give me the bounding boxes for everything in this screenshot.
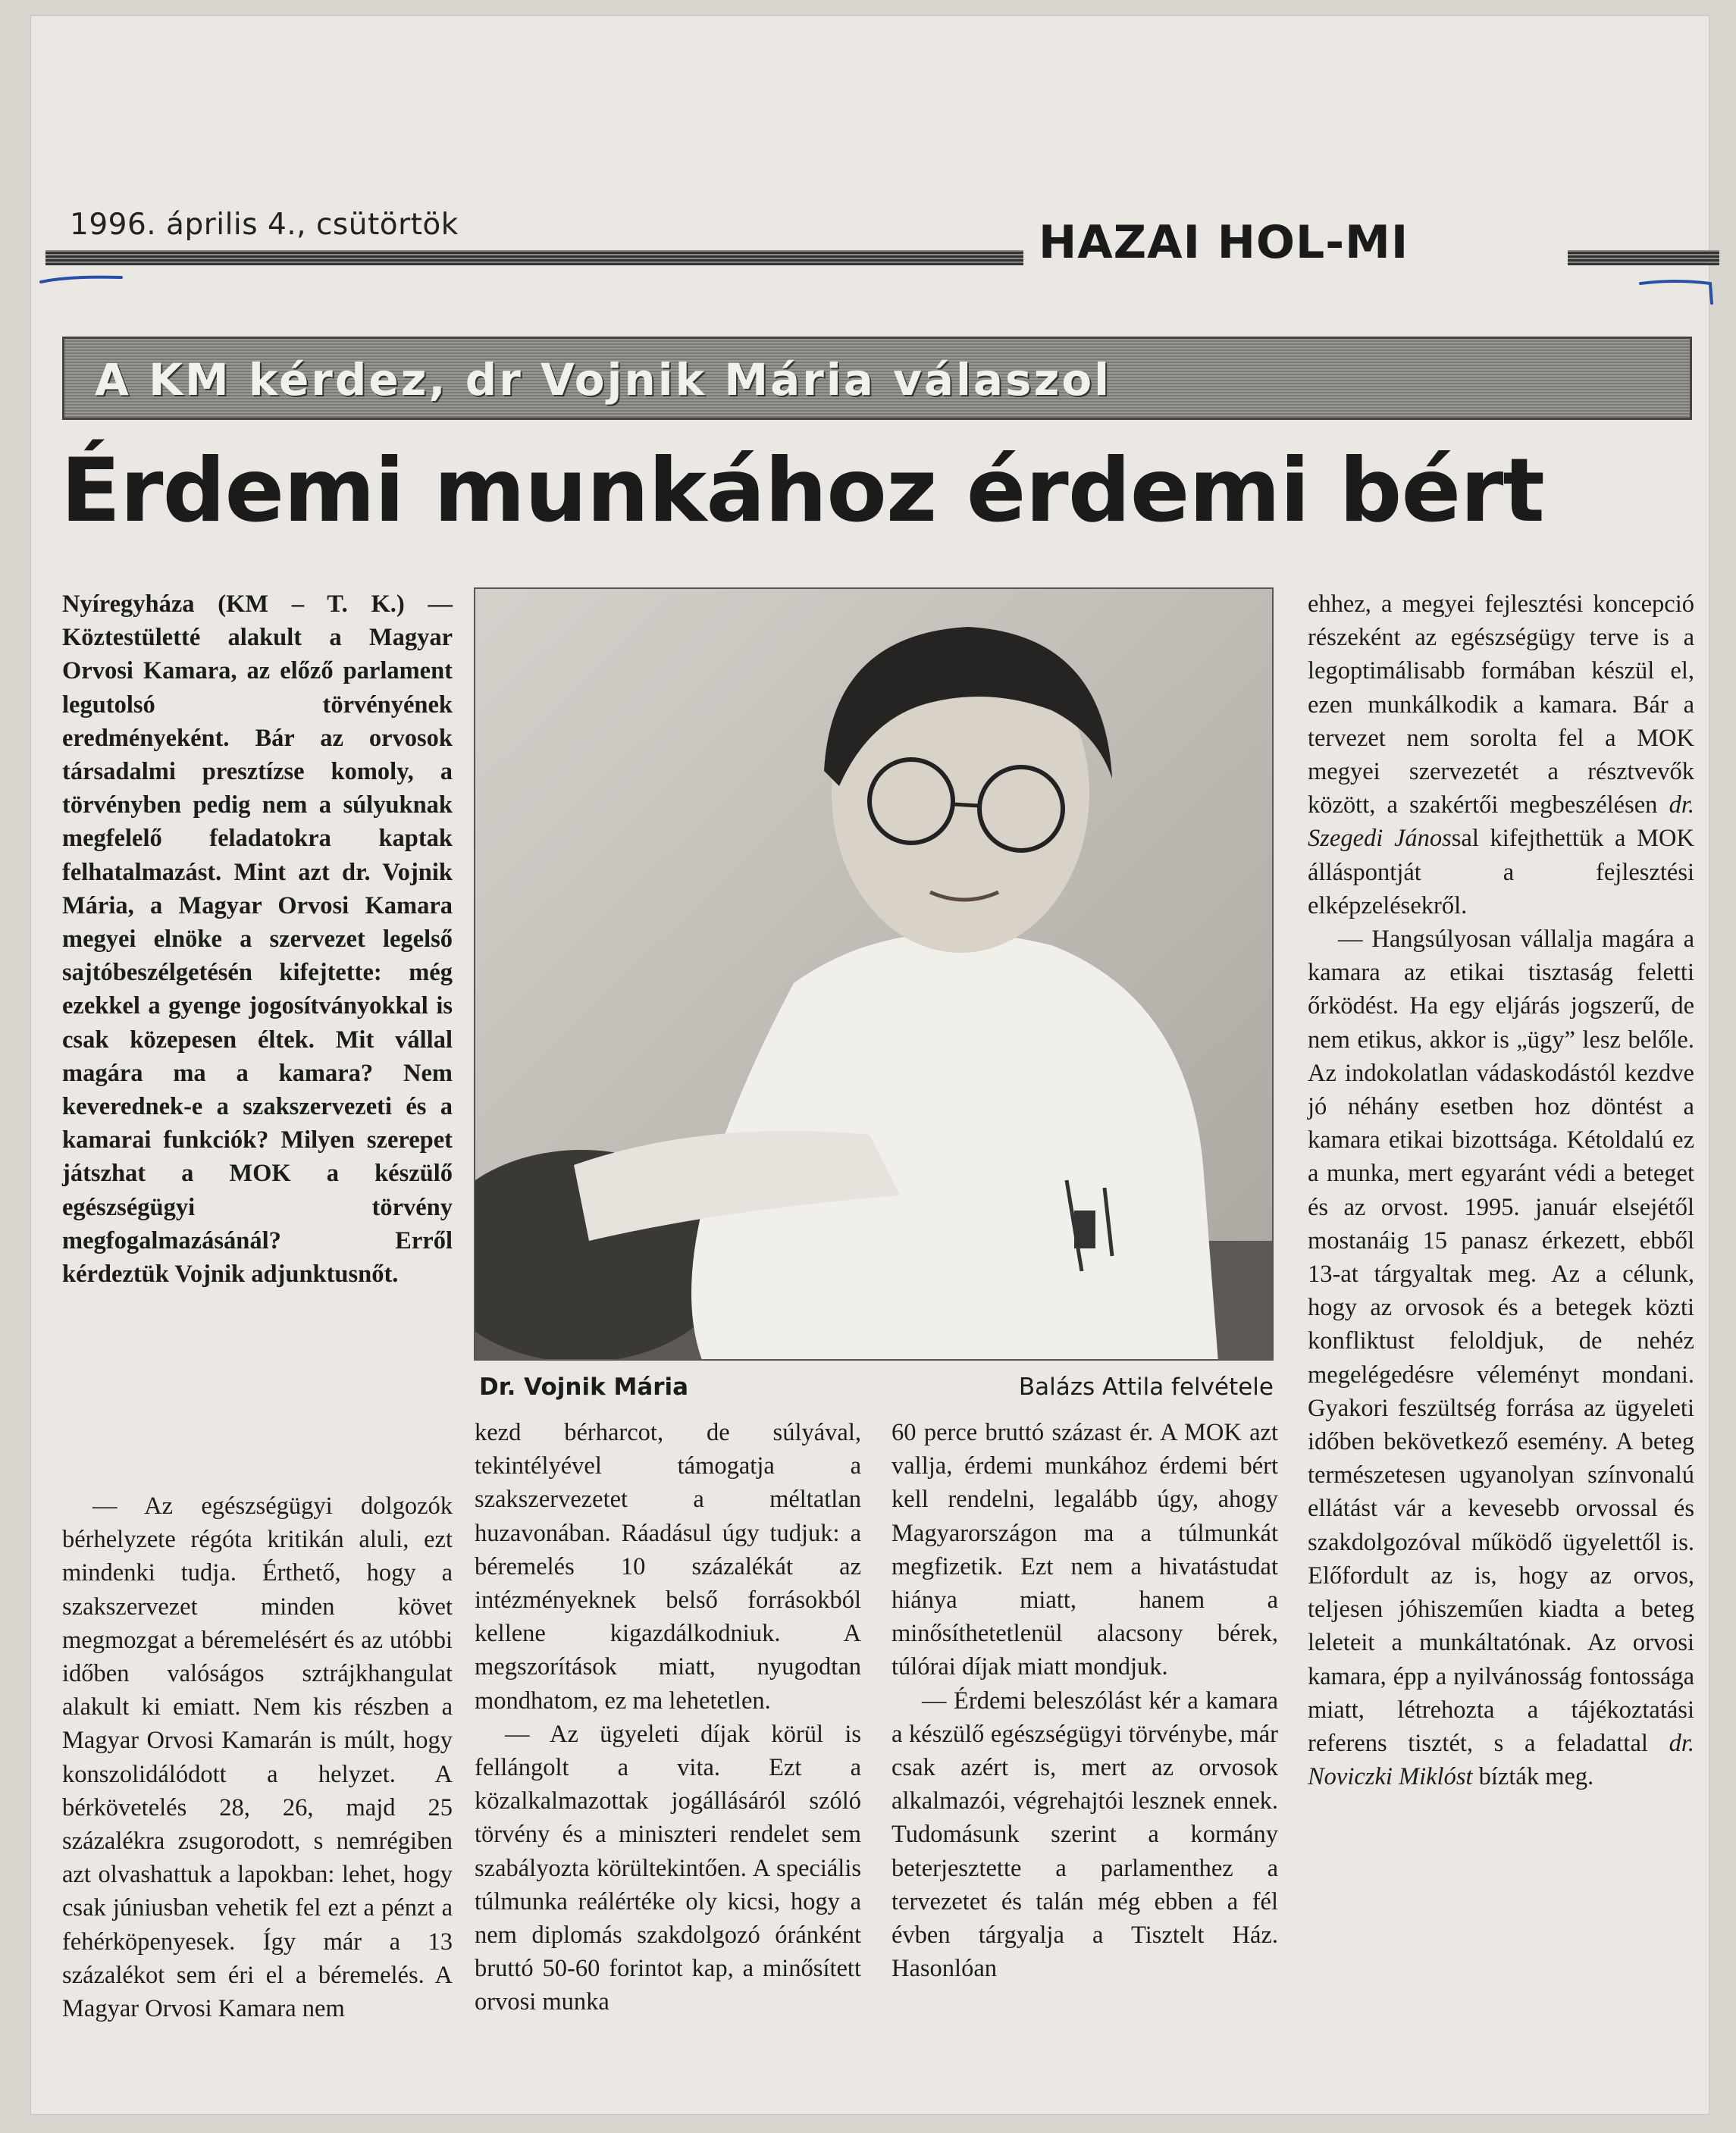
paragraph: 60 perce bruttó százast ér. A MOK azt vallja, érdemi munkához érdemi bért kell rendelni, legalább úgy, ahogy Magyarországon ma a túlmunkát megfizetik. Ezt nem a hivatástudat hiánya miatt, hanem a minősíthetetlenül alacsony bérek, túlórai díjak miatt mondjuk. (892, 1419, 1278, 1681)
column-3-body (892, 1416, 1278, 1985)
kicker-band (62, 337, 1692, 420)
text-run: ehhez, a megyei fejlesztési koncepció részeként az egészségügy terve is a legoptimálisabb formában készül el, ezen munkálkodik a kamara. Bár a tervezet nem sorolta fel a MOK megyei szervezetét a résztvevők között, a szakértői megbeszélésen (1308, 590, 1694, 819)
paragraph: — Az egészségügyi dolgozók bérhelyzete régóta kritikán aluli, ezt mindenki tudja. Érthető, hogy a szakszervezet minden követ megmozgat a béremelésért és az utóbbi időben valóságos sztrájkhangulat alakult ki emiatt. Nem kis részben a Magyar Orvosi Kamarán is múlt, hogy konszolidálódott a helyzet. A bérkövetelés 28, 26, majd 25 százalékra zsugorodott, s nemrégiben azt olvashattuk a lapokban: lehet, hogy csak júniusban vehetik fel ezt a pénzt a fehérköpenyesek. Így már a 13 százalékot sem éri el a béremelés. A Magyar Orvosi Kamara nem (62, 1492, 453, 2023)
photo-caption: Dr. Vojnik Mária (479, 1373, 689, 1401)
text-run: — Hangsúlyosan vállalja magára a kamara az etikai tisztaság feletti őrködést. Ha egy eljárás jogszerű, de nem etikus, akkor is „ügy” lesz belőle. Az indokolatlan vádaskodástól kezdve jó néhány esetben hoz döntést a kamara etikai bizottsága. Kétoldalú ez a munka, mert egyaránt védi a beteget és az orvost. 1995. január elsejétől mostanáig 15 panasz érkezett, ebből 13-at tárgyaltak meg. Az a célunk, hogy az orvosok és a betegek közti konfliktust feloldjuk, de nehéz megelégedésre véleményt mondani. Gyakori feszültség forrása az ügyeleti időben bekövetkező esemény. A beteg természetesen ugyanolyan színvonalú ellátást vár a kevesebb orvossal és szakdolgozóval működő ügyelettől is. Előfordult az is, hogy az orvos, teljesen jóhiszeműen kiadta a beteg leleteit a munkáltatónak. Az orvosi kamara, épp a nyilvánosság fontossága miatt, létrehozta a tájékoztatási referens tisztét, s a feladattal (1308, 926, 1694, 1757)
kicker-text: A KM kérdez, dr Vojnik Mária válaszol (95, 354, 1112, 406)
column-1-body (62, 1489, 453, 2025)
column-2-body (475, 1416, 861, 2019)
paragraph: — Érdemi beleszólást kér a kamara a készülő egészségügyi törvénybe, már csak azért is, mert az orvosok alkalmazói, végrehajtói lesznek ennek. Tudomásunk szerint a kormány beterjesztette a parlamenthez a tervezetet és talán még ebben a fél évben tárgyalja a Tisztelt Ház. Hasonlóan (892, 1687, 1278, 1983)
issue-date: 1996. április 4., csütörtök (70, 208, 459, 242)
section-title: HAZAI HOL-MI (1039, 216, 1409, 269)
header-rule-right (1568, 250, 1719, 265)
portrait-photo (474, 587, 1274, 1361)
pen-mark-right (1637, 273, 1721, 311)
header-rule-left (45, 250, 1023, 265)
pen-mark-left (38, 265, 129, 288)
paragraph: — Az ügyeleti díjak körül is fellángolt a vita. Ezt a közalkalmazottak jogállásáról szóló törvény és a miniszteri rendelet sem szabályozta körültekintően. A speciális túlmunka reálértéke oly kicsi, hogy a nem diplomás szakdolgozó óránként bruttó 50-60 forintot kap, a minősített orvosi munka (475, 1720, 861, 2016)
headline: Érdemi munkához érdemi bért (61, 440, 1544, 542)
paragraph: kezd bérharcot, de súlyával, tekintélyével támogatja a szakszervezetet a méltatlan huzavonában. Ráadásul úgy tudjuk: a béremelés 10 százalékát az intézményeknek belső forrásokból kellene kigazdálkodniuk. A megszorítások miatt, nyugodtan mondhatom, ez ma lehetetlen. (475, 1419, 861, 1715)
person-name: dr. Szegedi János (1308, 791, 1694, 853)
person-name: dr. Noviczki Miklóst (1308, 1729, 1694, 1791)
paragraph (1308, 922, 1694, 1793)
column-4-body (1308, 587, 1694, 1793)
paragraph (1308, 587, 1694, 922)
lead-paragraph: Nyíregyháza (KM – T. K.) — Köztestületté alakult a Magyar Orvosi Kamara, az előző parlament legutolsó törvényének eredményeként. Bár az orvosok társadalmi presztízse komoly, a törvényben pedig nem a súlyuknak megfelelő feladatokra kaptak felhatalmazást. Mint azt dr. Vojnik Mária, a Magyar Orvosi Kamara megyei elnöke a szervezet legelső sajtóbeszélgetésén kifejtette: még ezekkel a gyenge jogosítványokkal is csak közepesen éltek. Mit vállal magára ma a kamara? Nem keverednek-e a szakszervezeti és a kamarai funkciók? Milyen szerepet játszhat a MOK a készülő egészségügyi törvény megfogalmazásánál? Erről kérdeztük Vojnik adjunktusnőt. (62, 590, 453, 1289)
text-run: bízták meg. (1472, 1763, 1594, 1791)
photo-credit: Balázs Attila felvétele (1018, 1373, 1274, 1401)
text-run: sal kifejthettük a MOK álláspontját a fejlesztési elképzelésekről. (1308, 825, 1694, 919)
